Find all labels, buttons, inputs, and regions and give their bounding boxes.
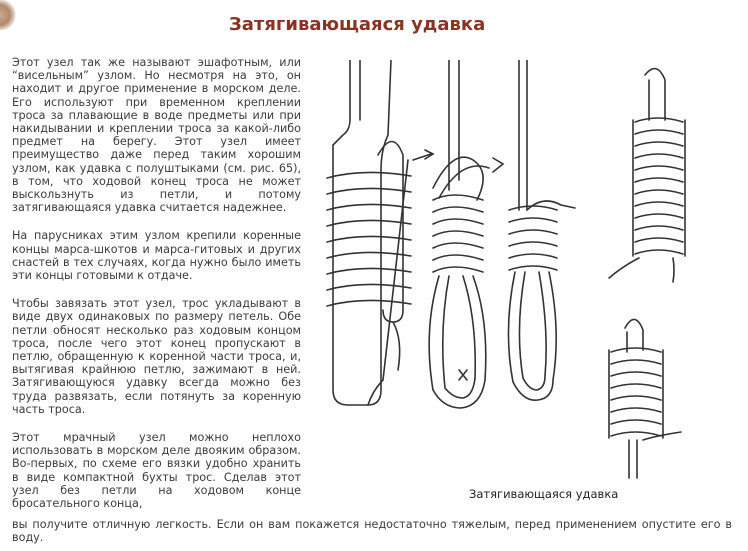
knot-step-3 — [508, 60, 575, 400]
coil-1 — [609, 69, 685, 282]
paragraph-2: На парусниках этим узлом крепили коренные концы марса-шкотов и марса-гитовых и других снастей в тех случаях, когда нужно было иметь эти концы готовыми к отдаче. — [12, 229, 301, 283]
figure-caption: Затягивающаяся удавка — [469, 487, 619, 501]
knot-illustration — [313, 60, 733, 490]
corner-photo-fragment — [0, 0, 16, 30]
page-title: Затягивающаяся удавка — [229, 14, 486, 35]
knot-step-2 — [429, 60, 503, 408]
paragraph-3: Чтобы завязать этот узел, трос укладывают в виде двух одинаковых по размеру петель. Обе петли обносят несколько раз ходовым концом троса, после чего этот конец пропускают в петлю, обращенную к коренной части троса, и, вытягивая крайнюю петлю, зажимают в ней. Затягивающуюся удавку всегда можно без труда развязать, если потянуть за коренную часть троса. — [12, 297, 301, 416]
paragraph-1: Этот узел так же называют эшафотным, или “висельным” узлом. Но несмотря на это, он находит и другое применение в морском деле. Его используют при временном креплении троса за плавающие в воде предметы или при накидывании и креплении троса за какой-либо предмет на берегу. Этот узел имеет преимущество даже перед таким хорошим узлом, как удавка с полуштыками (см. рис. 65), в том, что ходовой конец троса не может выскользнуть из петли, и потому затягивающаяся удавка считается надежнее. — [12, 56, 301, 215]
knot-step-1 — [327, 60, 433, 405]
paragraph-4-continuation: вы получите отличную легкость. Если он вам покажется недостаточно тяжелым, перед применением опустите его в воду. — [12, 518, 732, 545]
paragraph-4: Этот мрачный узел можно неплохо использовать в морском деле двояким образом. Во-первых, по схеме его вязки удобно хранить в виде компактной бухты трос. Сделав этот узел без петли на ходовом конце бросательного конца, — [12, 431, 301, 511]
article-text — [12, 56, 301, 510]
coil-2 — [609, 319, 681, 478]
